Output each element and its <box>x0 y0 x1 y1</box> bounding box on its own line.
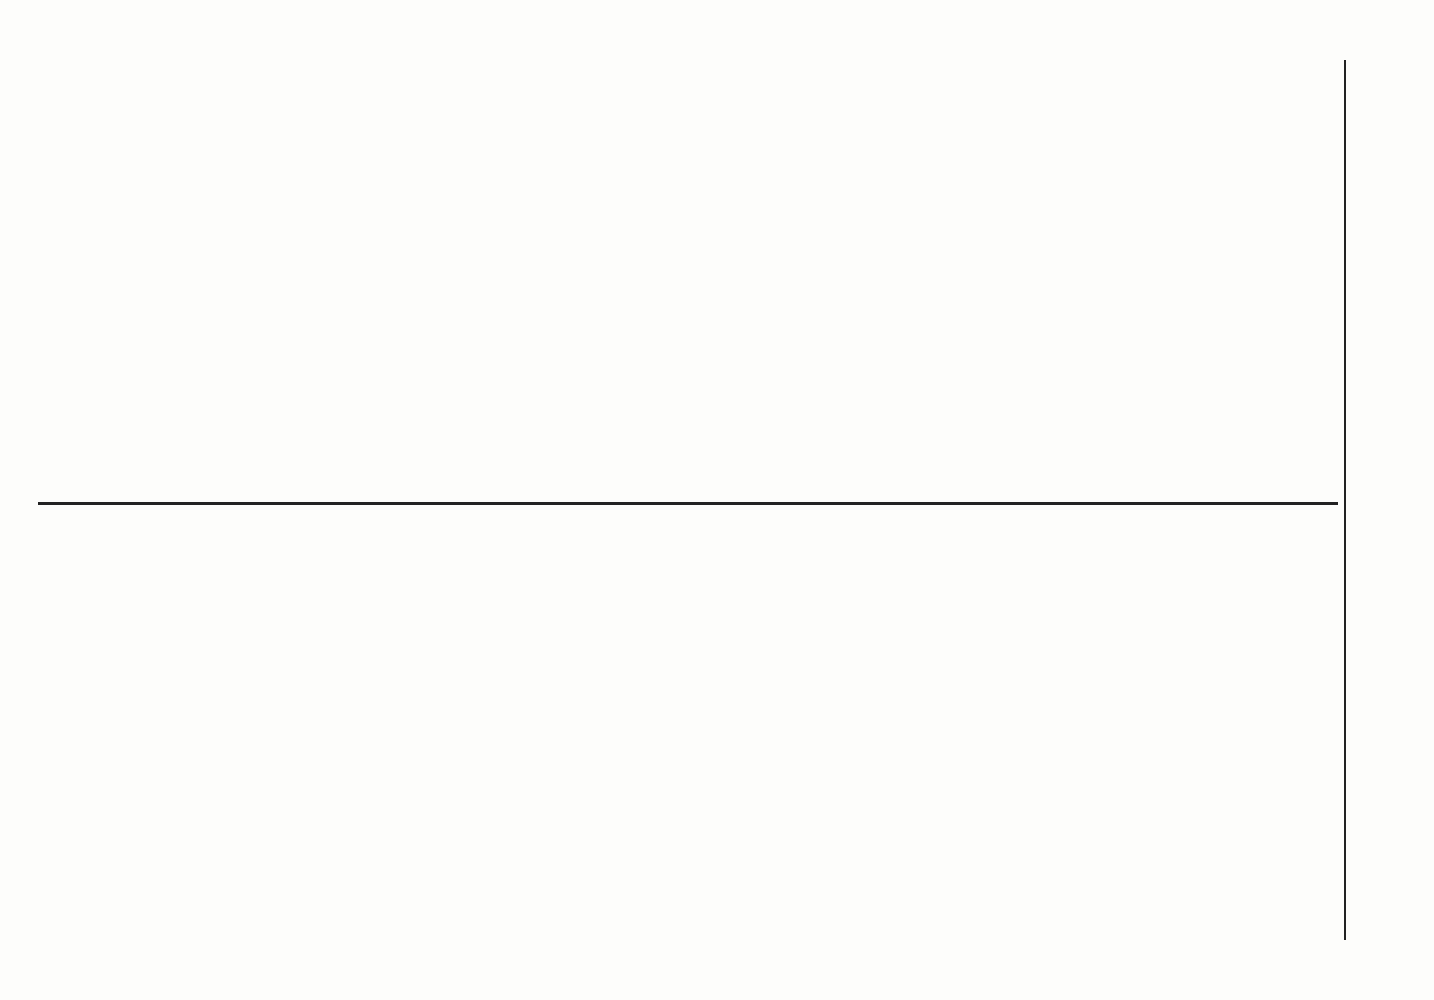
left-column <box>1305 78 1330 498</box>
header-rule <box>1344 60 1346 940</box>
right-vote-headings <box>1305 520 1324 940</box>
column-divider <box>38 502 1338 505</box>
page-header <box>1348 60 1376 940</box>
right-column <box>1305 520 1330 940</box>
vote-headings <box>1311 78 1330 498</box>
